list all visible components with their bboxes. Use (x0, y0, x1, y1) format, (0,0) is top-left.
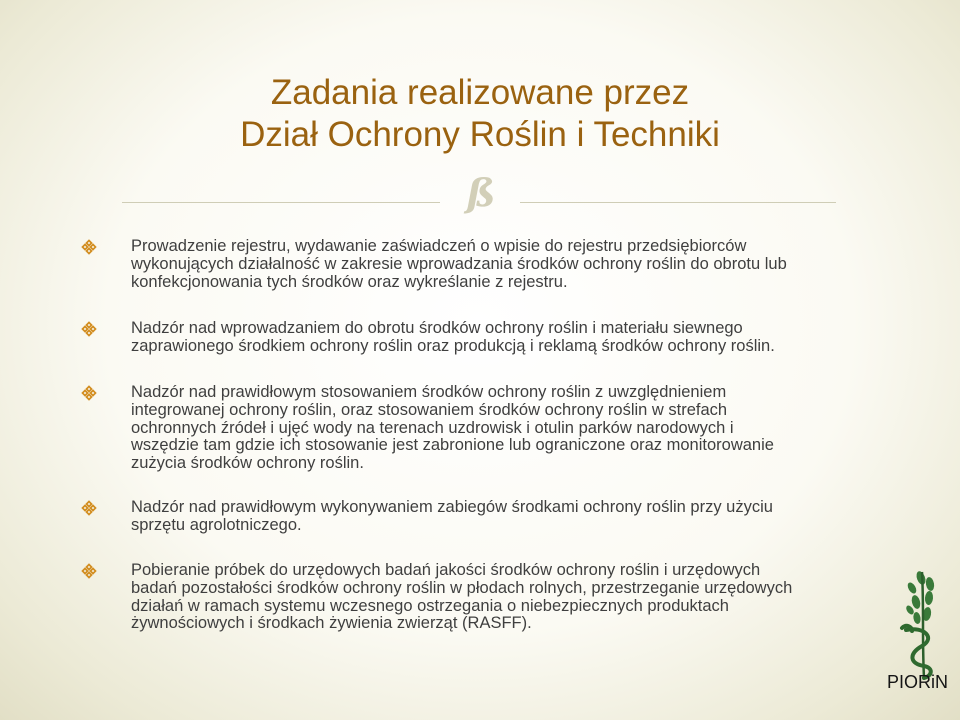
bullet-3-line-2: integrowanej ochrony roślin, oraz stosowaniem środków ochrony roślin w strefach (131, 400, 728, 419)
title-line-2: Dział Ochrony Roślin i Techniki (240, 115, 720, 154)
bullet-3-line-4: wszędzie tam gdzie ich stosowanie jest zabronione lub ograniczone oraz monitorowanie (131, 436, 774, 455)
bullet-3-line-3: ochronnych źródeł i ujęć wody na terenach uzdrowisk i otulin parków narodowych i (131, 418, 734, 437)
bullet-3-line-5: zużycia środków ochrony roślin. (131, 454, 364, 473)
diamond-bullet-icon (81, 563, 97, 579)
bullet-2-line-2: zaprawionego środkiem ochrony roślin oraz produkcją i reklamą środków ochrony roślin. (131, 336, 775, 355)
bullet-3-line-1: Nadzór nad prawidłowym stosowaniem środków ochrony roślin z uwzględnieniem (131, 383, 727, 401)
bullet-item-4 (131, 499, 871, 535)
bullet-5-line-1: Pobieranie próbek do urzędowych badań jakości środków ochrony roślin i urzędowych (131, 561, 761, 579)
bullet-item-2 (131, 320, 871, 356)
bullet-5-line-2: badań pozostałości środków ochrony roślin w płodach rolnych, przestrzeganie urzędowych (131, 578, 793, 597)
diamond-bullet-icon (81, 385, 97, 401)
bullet-2-line-1: Nadzór nad wprowadzaniem do obrotu środków ochrony roślin i materiału siewnego (131, 319, 743, 337)
diamond-bullet-icon (81, 500, 97, 516)
bullet-4-line-1: Nadzór nad prawidłowym wykonywaniem zabiegów środkami ochrony roślin przy użyciu (131, 498, 773, 516)
title-line-1: Zadania realizowane przez (270, 73, 690, 112)
bullet-1-line-3: konfekcjonowania tych środków oraz wykreślanie z rejestru. (131, 272, 568, 291)
bullet-4-line-2: sprzętu agrolotniczego. (131, 515, 302, 534)
floral-ornament-icon: ß (466, 170, 496, 215)
bullet-item-3 (131, 384, 871, 473)
diamond-bullet-icon (81, 321, 97, 337)
logo-text: PIORiN (887, 672, 949, 692)
bullet-item-5 (131, 562, 871, 633)
bullet-item-1 (131, 238, 871, 291)
bullet-1-line-2: wykonujących działalność w zakresie wprowadzania środków ochrony roślin do obrotu lub (131, 254, 787, 273)
bullet-5-line-3: działań w ramach systemu wczesnego ostrzegania o niebezpiecznych produktach (131, 596, 729, 615)
bullet-1-line-1: Prowadzenie rejestru, wydawanie zaświadczeń o wpisie do rejestru przedsiębiorców (131, 237, 747, 255)
bullet-5-line-4: żywnościowych i środkach żywienia zwierząt (RASFF). (131, 614, 532, 633)
diamond-bullet-icon (81, 239, 97, 255)
